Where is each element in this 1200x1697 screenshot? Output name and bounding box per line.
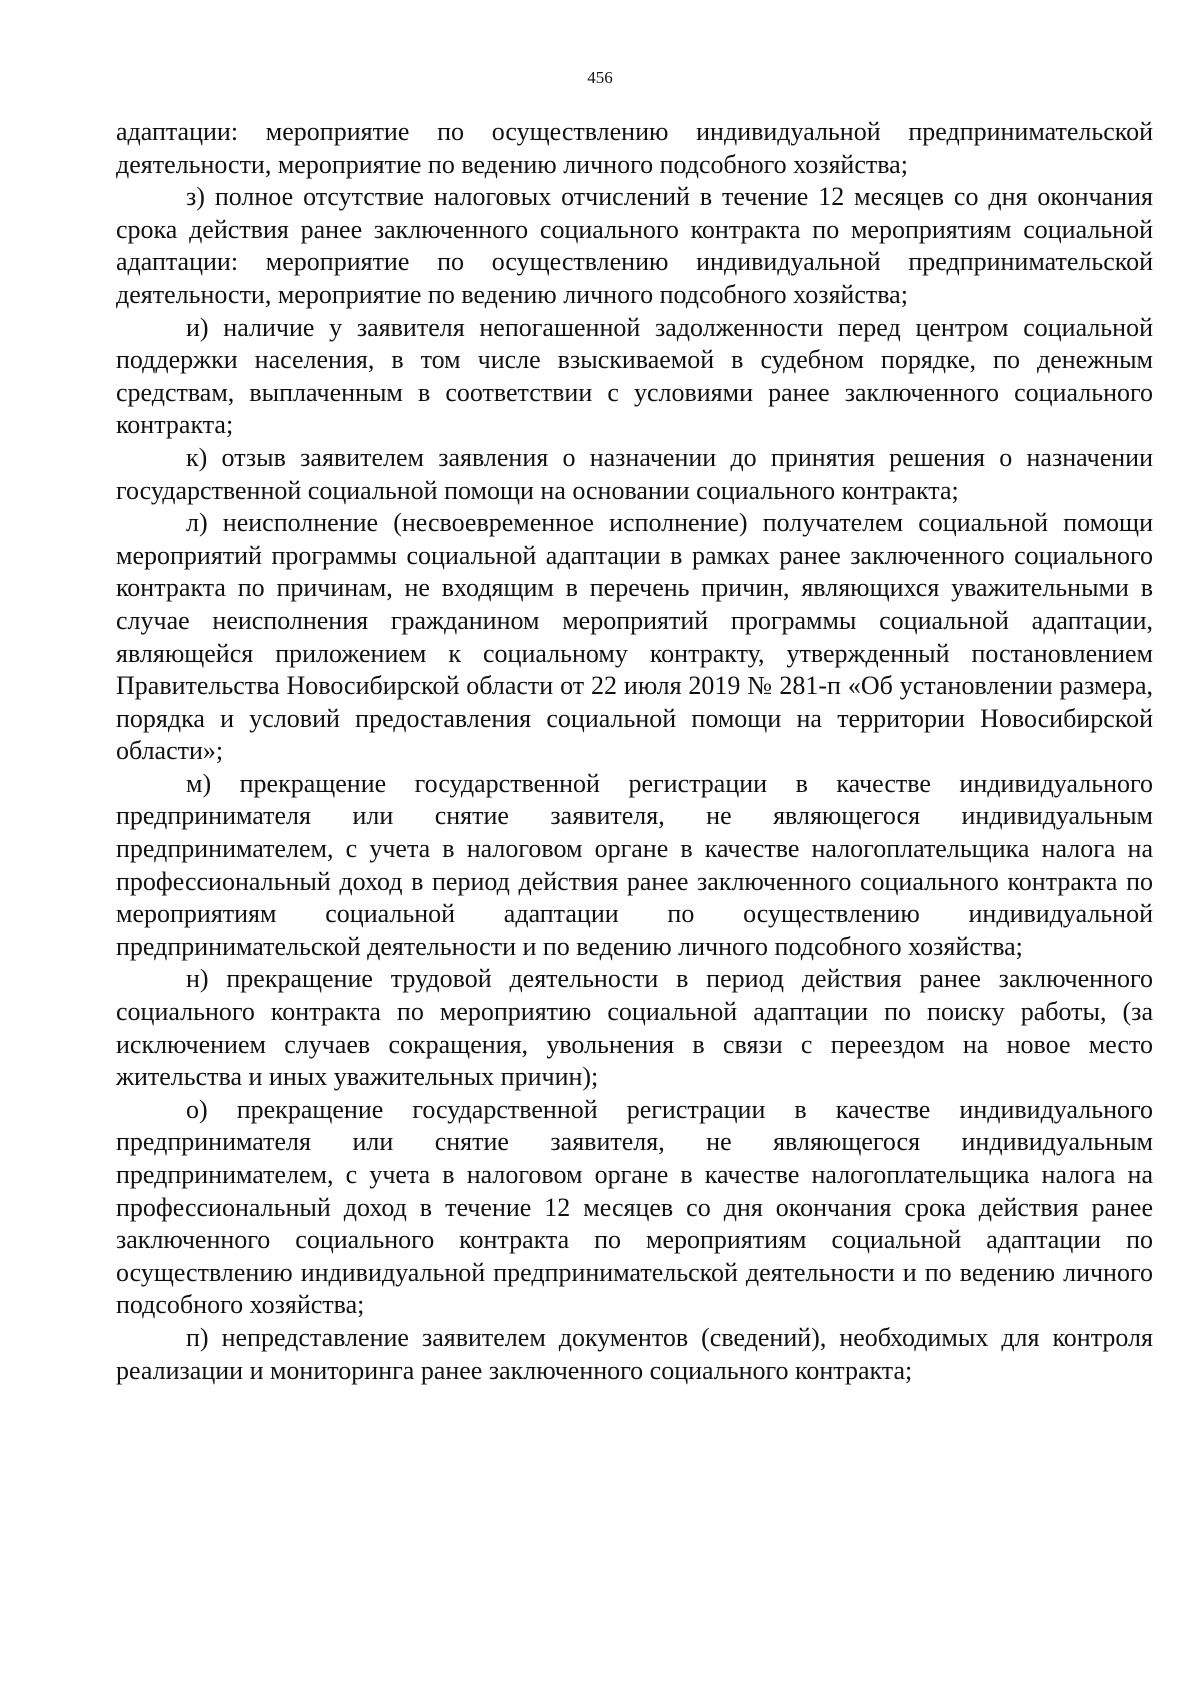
page-number: 456 <box>587 68 613 87</box>
document-body <box>116 116 1153 1387</box>
paragraph-item-k: к) отзыв заявителем заявления о назначении до принятия решения о назначении государственной социальной помощи на основании социального контракта; <box>116 442 1153 505</box>
paragraph-item-z: з) полное отсутствие налоговых отчислений в течение 12 месяцев со дня окончания срока действия ранее заключенного социального контракта по мероприятиям социальной адаптации: мероприятие по осуществлению индивидуальной предпринимательской деятельности, мероприятие по ведению личного подсобного хозяйства; <box>116 182 1153 309</box>
paragraph-item-n: н) прекращение трудовой деятельности в период действия ранее заключенного социального контракта по мероприятию социальной адаптации по поиску работы, (за исключением случаев сокращения, увольнения в связи с переездом на новое место жительства и иных уважительных причин); <box>116 964 1153 1092</box>
paragraph-item-i: и) наличие у заявителя непогашенной задолженности перед центром социальной поддержки населения, в том числе взыскиваемой в судебном порядке, по денежным средствам, выплаченным в соответствии с условиями ранее заключенного социального контракта; <box>116 312 1153 440</box>
paragraph-item-o: о) прекращение государственной регистрации в качестве индивидуального предпринимателя или снятие заявителя, не являющегося индивидуальным предпринимателем, с учета в налоговом органе в качестве налогоплательщика налога на профессиональный доход в течение 12 месяцев со дня окончания срока действия ранее заключенного социального контракта по мероприятиям социальной адаптации по осуществлению индивидуальной предпринимательской деятельности и по ведению личного подсобного хозяйства; <box>116 1094 1153 1320</box>
paragraph-continuation: адаптации: мероприятие по осуществлению индивидуальной предпринимательской деятельности, мероприятие по ведению личного подсобного хозяйства; <box>116 117 1153 179</box>
paragraph-item-m: м) прекращение государственной регистрации в качестве индивидуального предпринимателя или снятие заявителя, не являющегося индивидуальным предпринимателем, с учета в налоговом органе в качестве налогоплательщика налога на профессиональный доход в период действия ранее заключенного социального контракта по мероприятиям социальной адаптации по осуществлению индивидуальной предпринимательской деятельности и по ведению личного подсобного хозяйства; <box>116 768 1153 961</box>
paragraph-item-p: п) непредставление заявителем документов (сведений), необходимых для контроля реализации и мониторинга ранее заключенного социального контракта; <box>116 1322 1153 1385</box>
paragraph-item-l: л) неисполнение (несвоевременное исполнение) получателем социальной помощи мероприятий программы социальной адаптации в рамках ранее заключенного социального контракта по причинам, не входящим в перечень причин, являющихся уважительными в случае неисполнения гражданином мероприятий программы социальной адаптации, являющейся приложением к социальному контракту, утвержденный постановлением Правительства Новосибирской области от 22 июля 2019 № 281-п «Об установлении размера, порядка и условий предоставления социальной помощи на территории Новосибирской области»; <box>116 508 1153 766</box>
